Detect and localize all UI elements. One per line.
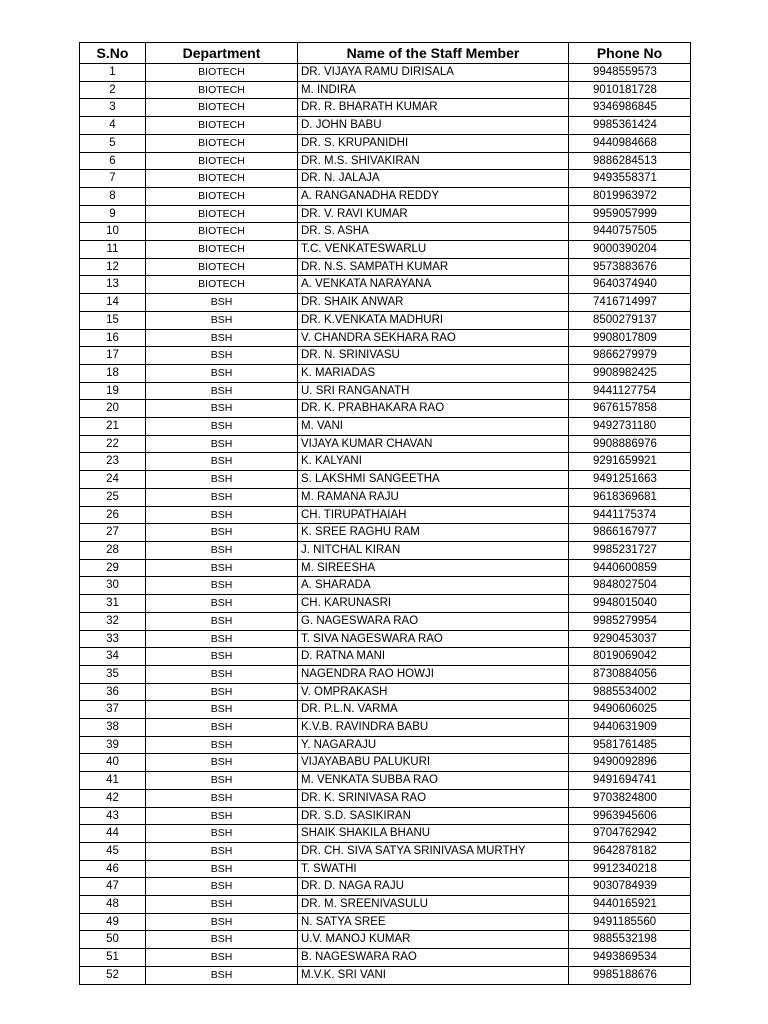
staff-name-cell: S. LAKSHMI SANGEETHA bbox=[298, 471, 569, 489]
department-cell: BIOTECH bbox=[146, 64, 298, 82]
phone-cell: 9676157858 bbox=[569, 400, 691, 418]
phone-cell: 8730884056 bbox=[569, 665, 691, 683]
sno-cell: 37 bbox=[80, 701, 146, 719]
sno-cell: 18 bbox=[80, 364, 146, 382]
sno-cell: 28 bbox=[80, 541, 146, 559]
department-cell: BSH bbox=[146, 807, 298, 825]
sno-cell: 8 bbox=[80, 187, 146, 205]
phone-cell: 9492731180 bbox=[569, 418, 691, 436]
table-row bbox=[80, 152, 691, 170]
department-cell: BIOTECH bbox=[146, 276, 298, 294]
sno-cell: 7 bbox=[80, 170, 146, 188]
staff-name-cell: T.C. VENKATESWARLU bbox=[298, 241, 569, 259]
staff-name-cell: DR. V. RAVI KUMAR bbox=[298, 205, 569, 223]
department-cell: BIOTECH bbox=[146, 170, 298, 188]
staff-name-cell: DR. N. JALAJA bbox=[298, 170, 569, 188]
phone-cell: 9491185560 bbox=[569, 913, 691, 931]
table-row bbox=[80, 435, 691, 453]
phone-cell: 8500279137 bbox=[569, 311, 691, 329]
sno-cell: 11 bbox=[80, 241, 146, 259]
table-row bbox=[80, 364, 691, 382]
phone-cell: 9290453037 bbox=[569, 630, 691, 648]
staff-name-cell: K.V.B. RAVINDRA BABU bbox=[298, 719, 569, 737]
department-cell: BSH bbox=[146, 842, 298, 860]
staff-name-cell: DR. S. ASHA bbox=[298, 223, 569, 241]
phone-cell: 9985361424 bbox=[569, 117, 691, 135]
staff-name-cell: M.V.K. SRI VANI bbox=[298, 966, 569, 984]
sno-cell: 33 bbox=[80, 630, 146, 648]
sno-cell: 5 bbox=[80, 134, 146, 152]
table-row bbox=[80, 612, 691, 630]
table-header bbox=[80, 43, 691, 64]
phone-cell: 9581761485 bbox=[569, 736, 691, 754]
staff-name-cell: DR. K. PRABHAKARA RAO bbox=[298, 400, 569, 418]
phone-cell: 9948559573 bbox=[569, 64, 691, 82]
table-row bbox=[80, 913, 691, 931]
table-row bbox=[80, 807, 691, 825]
sno-cell: 1 bbox=[80, 64, 146, 82]
phone-cell: 9440984668 bbox=[569, 134, 691, 152]
department-cell: BSH bbox=[146, 736, 298, 754]
phone-cell: 9490092896 bbox=[569, 754, 691, 772]
staff-name-cell: DR. VIJAYA RAMU DIRISALA bbox=[298, 64, 569, 82]
sno-cell: 32 bbox=[80, 612, 146, 630]
phone-cell: 9985188676 bbox=[569, 966, 691, 984]
department-cell: BSH bbox=[146, 400, 298, 418]
sno-cell: 50 bbox=[80, 931, 146, 949]
table-row bbox=[80, 701, 691, 719]
sno-cell: 40 bbox=[80, 754, 146, 772]
phone-cell: 9346986845 bbox=[569, 99, 691, 117]
department-cell: BSH bbox=[146, 966, 298, 984]
staff-name-cell: CH. TIRUPATHAIAH bbox=[298, 506, 569, 524]
sno-cell: 12 bbox=[80, 258, 146, 276]
phone-cell: 9491251663 bbox=[569, 471, 691, 489]
department-cell: BSH bbox=[146, 364, 298, 382]
phone-cell: 9010181728 bbox=[569, 81, 691, 99]
phone-cell: 9573883676 bbox=[569, 258, 691, 276]
department-cell: BSH bbox=[146, 471, 298, 489]
sno-cell: 23 bbox=[80, 453, 146, 471]
sno-cell: 51 bbox=[80, 949, 146, 967]
staff-name-cell: D. JOHN BABU bbox=[298, 117, 569, 135]
sno-cell: 16 bbox=[80, 329, 146, 347]
table-row bbox=[80, 754, 691, 772]
phone-cell: 9493558371 bbox=[569, 170, 691, 188]
staff-name-cell: A. SHARADA bbox=[298, 577, 569, 595]
table-row bbox=[80, 329, 691, 347]
department-cell: BSH bbox=[146, 577, 298, 595]
department-cell: BIOTECH bbox=[146, 223, 298, 241]
table-row bbox=[80, 719, 691, 737]
table-row bbox=[80, 878, 691, 896]
sno-cell: 44 bbox=[80, 825, 146, 843]
table-row bbox=[80, 842, 691, 860]
staff-name-cell: N. SATYA SREE bbox=[298, 913, 569, 931]
sno-cell: 47 bbox=[80, 878, 146, 896]
staff-name-cell: DR. K. SRINIVASA RAO bbox=[298, 789, 569, 807]
phone-cell: 9959057999 bbox=[569, 205, 691, 223]
staff-name-cell: M. VENKATA SUBBA RAO bbox=[298, 772, 569, 790]
sno-cell: 25 bbox=[80, 488, 146, 506]
staff-name-cell: K. MARIADAS bbox=[298, 364, 569, 382]
table-row bbox=[80, 966, 691, 984]
table-row bbox=[80, 276, 691, 294]
table-row bbox=[80, 99, 691, 117]
department-cell: BSH bbox=[146, 630, 298, 648]
staff-name-cell: VIJAYABABU PALUKURI bbox=[298, 754, 569, 772]
staff-name-cell: T. SWATHI bbox=[298, 860, 569, 878]
phone-cell: 8019069042 bbox=[569, 648, 691, 666]
department-cell: BSH bbox=[146, 878, 298, 896]
phone-cell: 9848027504 bbox=[569, 577, 691, 595]
staff-name-cell: DR. D. NAGA RAJU bbox=[298, 878, 569, 896]
table-row bbox=[80, 241, 691, 259]
sno-cell: 14 bbox=[80, 294, 146, 312]
department-cell: BSH bbox=[146, 488, 298, 506]
table-row bbox=[80, 205, 691, 223]
department-cell: BSH bbox=[146, 825, 298, 843]
department-cell: BSH bbox=[146, 896, 298, 914]
staff-name-cell: A. RANGANADHA REDDY bbox=[298, 187, 569, 205]
sno-cell: 29 bbox=[80, 559, 146, 577]
phone-cell: 9640374940 bbox=[569, 276, 691, 294]
table-row bbox=[80, 187, 691, 205]
phone-cell: 9885534002 bbox=[569, 683, 691, 701]
phone-cell: 9000390204 bbox=[569, 241, 691, 259]
table-row bbox=[80, 134, 691, 152]
staff-name-cell: DR. N. SRINIVASU bbox=[298, 347, 569, 365]
sno-cell: 45 bbox=[80, 842, 146, 860]
staff-name-cell: VIJAYA KUMAR CHAVAN bbox=[298, 435, 569, 453]
table-row bbox=[80, 896, 691, 914]
phone-cell: 9908886976 bbox=[569, 435, 691, 453]
department-cell: BIOTECH bbox=[146, 187, 298, 205]
phone-cell: 9985279954 bbox=[569, 612, 691, 630]
table-row bbox=[80, 683, 691, 701]
department-cell: BSH bbox=[146, 754, 298, 772]
table-row bbox=[80, 453, 691, 471]
sno-cell: 52 bbox=[80, 966, 146, 984]
table-row bbox=[80, 223, 691, 241]
phone-cell: 9440165921 bbox=[569, 896, 691, 914]
department-cell: BSH bbox=[146, 612, 298, 630]
department-cell: BIOTECH bbox=[146, 117, 298, 135]
sno-cell: 34 bbox=[80, 648, 146, 666]
staff-name-cell: SHAIK SHAKILA BHANU bbox=[298, 825, 569, 843]
header-name: Name of the Staff Member bbox=[298, 43, 569, 64]
header-sno: S.No bbox=[80, 43, 146, 64]
staff-name-cell: K. KALYANI bbox=[298, 453, 569, 471]
staff-name-cell: Y. NAGARAJU bbox=[298, 736, 569, 754]
phone-cell: 9441127754 bbox=[569, 382, 691, 400]
department-cell: BSH bbox=[146, 683, 298, 701]
department-cell: BIOTECH bbox=[146, 152, 298, 170]
sno-cell: 24 bbox=[80, 471, 146, 489]
phone-cell: 9491694741 bbox=[569, 772, 691, 790]
table-row bbox=[80, 825, 691, 843]
staff-name-cell: U. SRI RANGANATH bbox=[298, 382, 569, 400]
sno-cell: 20 bbox=[80, 400, 146, 418]
table-body bbox=[80, 64, 691, 985]
table-row bbox=[80, 772, 691, 790]
sno-cell: 21 bbox=[80, 418, 146, 436]
department-cell: BSH bbox=[146, 789, 298, 807]
table-row bbox=[80, 382, 691, 400]
staff-name-cell: NAGENDRA RAO HOWJI bbox=[298, 665, 569, 683]
department-cell: BSH bbox=[146, 931, 298, 949]
staff-name-cell: D. RATNA MANI bbox=[298, 648, 569, 666]
sno-cell: 46 bbox=[80, 860, 146, 878]
department-cell: BSH bbox=[146, 382, 298, 400]
staff-name-cell: B. NAGESWARA RAO bbox=[298, 949, 569, 967]
staff-name-cell: CH. KARUNASRI bbox=[298, 595, 569, 613]
phone-cell: 7416714997 bbox=[569, 294, 691, 312]
table-row bbox=[80, 949, 691, 967]
sno-cell: 15 bbox=[80, 311, 146, 329]
staff-name-cell: DR. S.D. SASIKIRAN bbox=[298, 807, 569, 825]
department-cell: BSH bbox=[146, 772, 298, 790]
sno-cell: 17 bbox=[80, 347, 146, 365]
phone-cell: 9642878182 bbox=[569, 842, 691, 860]
sno-cell: 41 bbox=[80, 772, 146, 790]
phone-cell: 9948015040 bbox=[569, 595, 691, 613]
header-department: Department bbox=[146, 43, 298, 64]
department-cell: BSH bbox=[146, 648, 298, 666]
sno-cell: 10 bbox=[80, 223, 146, 241]
sno-cell: 38 bbox=[80, 719, 146, 737]
table-row bbox=[80, 577, 691, 595]
sno-cell: 19 bbox=[80, 382, 146, 400]
department-cell: BSH bbox=[146, 559, 298, 577]
sno-cell: 36 bbox=[80, 683, 146, 701]
sno-cell: 39 bbox=[80, 736, 146, 754]
table-row bbox=[80, 648, 691, 666]
staff-name-cell: G. NAGESWARA RAO bbox=[298, 612, 569, 630]
phone-cell: 9866279979 bbox=[569, 347, 691, 365]
table-row bbox=[80, 931, 691, 949]
table-row bbox=[80, 294, 691, 312]
department-cell: BSH bbox=[146, 453, 298, 471]
table-row bbox=[80, 736, 691, 754]
table-row bbox=[80, 506, 691, 524]
table-row bbox=[80, 170, 691, 188]
table-row bbox=[80, 418, 691, 436]
table-row bbox=[80, 471, 691, 489]
phone-cell: 9704762942 bbox=[569, 825, 691, 843]
department-cell: BSH bbox=[146, 541, 298, 559]
sno-cell: 43 bbox=[80, 807, 146, 825]
staff-name-cell: U.V. MANOJ KUMAR bbox=[298, 931, 569, 949]
sno-cell: 6 bbox=[80, 152, 146, 170]
staff-name-cell: DR. P.L.N. VARMA bbox=[298, 701, 569, 719]
department-cell: BSH bbox=[146, 435, 298, 453]
staff-table bbox=[79, 42, 691, 985]
phone-cell: 9441175374 bbox=[569, 506, 691, 524]
sno-cell: 26 bbox=[80, 506, 146, 524]
sno-cell: 49 bbox=[80, 913, 146, 931]
phone-cell: 9866167977 bbox=[569, 524, 691, 542]
phone-cell: 9703824800 bbox=[569, 789, 691, 807]
staff-name-cell: V. CHANDRA SEKHARA RAO bbox=[298, 329, 569, 347]
phone-cell: 9886284513 bbox=[569, 152, 691, 170]
staff-name-cell: M. INDIRA bbox=[298, 81, 569, 99]
department-cell: BSH bbox=[146, 949, 298, 967]
department-cell: BSH bbox=[146, 506, 298, 524]
phone-cell: 9963945606 bbox=[569, 807, 691, 825]
staff-name-cell: DR. SHAIK ANWAR bbox=[298, 294, 569, 312]
table-row bbox=[80, 311, 691, 329]
staff-name-cell: DR. M.S. SHIVAKIRAN bbox=[298, 152, 569, 170]
table-row bbox=[80, 595, 691, 613]
phone-cell: 9440757505 bbox=[569, 223, 691, 241]
phone-cell: 9908982425 bbox=[569, 364, 691, 382]
department-cell: BSH bbox=[146, 311, 298, 329]
table-row bbox=[80, 860, 691, 878]
staff-name-cell: M. SIREESHA bbox=[298, 559, 569, 577]
table-row bbox=[80, 559, 691, 577]
department-cell: BIOTECH bbox=[146, 99, 298, 117]
sno-cell: 13 bbox=[80, 276, 146, 294]
phone-cell: 9440600859 bbox=[569, 559, 691, 577]
table-row bbox=[80, 665, 691, 683]
sno-cell: 42 bbox=[80, 789, 146, 807]
phone-cell: 9618369681 bbox=[569, 488, 691, 506]
staff-name-cell: DR. R. BHARATH KUMAR bbox=[298, 99, 569, 117]
staff-name-cell: DR. S. KRUPANIDHI bbox=[298, 134, 569, 152]
table-row bbox=[80, 524, 691, 542]
staff-name-cell: V. OMPRAKASH bbox=[298, 683, 569, 701]
table-row bbox=[80, 400, 691, 418]
phone-cell: 9493869534 bbox=[569, 949, 691, 967]
header-phone: Phone No bbox=[569, 43, 691, 64]
phone-cell: 9291659921 bbox=[569, 453, 691, 471]
table-row bbox=[80, 541, 691, 559]
department-cell: BSH bbox=[146, 347, 298, 365]
phone-cell: 8019963972 bbox=[569, 187, 691, 205]
department-cell: BSH bbox=[146, 719, 298, 737]
department-cell: BSH bbox=[146, 913, 298, 931]
staff-name-cell: A. VENKATA NARAYANA bbox=[298, 276, 569, 294]
sno-cell: 30 bbox=[80, 577, 146, 595]
staff-name-cell: K. SREE RAGHU RAM bbox=[298, 524, 569, 542]
department-cell: BSH bbox=[146, 329, 298, 347]
table-row bbox=[80, 789, 691, 807]
department-cell: BSH bbox=[146, 524, 298, 542]
table-row bbox=[80, 488, 691, 506]
header-row bbox=[80, 43, 691, 64]
staff-name-cell: DR. N.S. SAMPATH KUMAR bbox=[298, 258, 569, 276]
sno-cell: 48 bbox=[80, 896, 146, 914]
phone-cell: 9490606025 bbox=[569, 701, 691, 719]
table-row bbox=[80, 64, 691, 82]
sno-cell: 4 bbox=[80, 117, 146, 135]
department-cell: BSH bbox=[146, 665, 298, 683]
sno-cell: 3 bbox=[80, 99, 146, 117]
staff-name-cell: DR. CH. SIVA SATYA SRINIVASA MURTHY bbox=[298, 842, 569, 860]
phone-cell: 9912340218 bbox=[569, 860, 691, 878]
department-cell: BSH bbox=[146, 860, 298, 878]
sno-cell: 31 bbox=[80, 595, 146, 613]
sno-cell: 22 bbox=[80, 435, 146, 453]
department-cell: BSH bbox=[146, 418, 298, 436]
sno-cell: 35 bbox=[80, 665, 146, 683]
staff-name-cell: J. NITCHAL KIRAN bbox=[298, 541, 569, 559]
department-cell: BIOTECH bbox=[146, 81, 298, 99]
phone-cell: 9885532198 bbox=[569, 931, 691, 949]
sno-cell: 9 bbox=[80, 205, 146, 223]
table-row bbox=[80, 630, 691, 648]
table-row bbox=[80, 81, 691, 99]
department-cell: BIOTECH bbox=[146, 205, 298, 223]
table-row bbox=[80, 258, 691, 276]
department-cell: BIOTECH bbox=[146, 258, 298, 276]
table-row bbox=[80, 117, 691, 135]
phone-cell: 9908017809 bbox=[569, 329, 691, 347]
department-cell: BSH bbox=[146, 701, 298, 719]
phone-cell: 9985231727 bbox=[569, 541, 691, 559]
table-row bbox=[80, 347, 691, 365]
phone-cell: 9030784939 bbox=[569, 878, 691, 896]
staff-name-cell: T. SIVA NAGESWARA RAO bbox=[298, 630, 569, 648]
department-cell: BSH bbox=[146, 294, 298, 312]
sno-cell: 2 bbox=[80, 81, 146, 99]
department-cell: BIOTECH bbox=[146, 134, 298, 152]
department-cell: BIOTECH bbox=[146, 241, 298, 259]
department-cell: BSH bbox=[146, 595, 298, 613]
sno-cell: 27 bbox=[80, 524, 146, 542]
phone-cell: 9440631909 bbox=[569, 719, 691, 737]
staff-name-cell: M. RAMANA RAJU bbox=[298, 488, 569, 506]
staff-name-cell: M. VANI bbox=[298, 418, 569, 436]
staff-name-cell: DR. K.VENKATA MADHURI bbox=[298, 311, 569, 329]
staff-name-cell: DR. M. SREENIVASULU bbox=[298, 896, 569, 914]
